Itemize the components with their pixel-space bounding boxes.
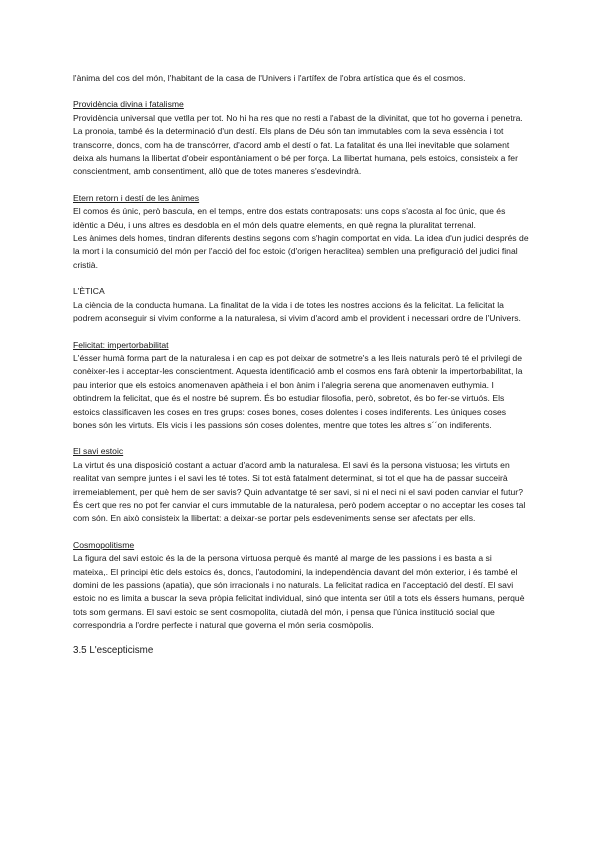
section-heading-etern-retorn: Etern retorn i destí de les ànimes xyxy=(73,192,200,203)
section-paragraph: La virtut és una disposició costant a actuar d'acord amb la naturalesa. El savi és la persona vistuosa; les virtuts en realitat van sempre juntes i el savi les té totes. Si tot està fatalment determinat, si tot el que ha de passar succeirà irremeiablement, per què hem de ser savis? Quin advantatge té ser savi, si ni el neci ni el savi poden canviar el futur? És cert que res no pot fer canviar el curs immutable de la naturalesa, però podem acceptar o no acceptar les coses tal com són. En això consisteix la llibertat: a deixar-se portar pels esdeveniments sense ser afectats per ells. xyxy=(73,459,526,524)
section-heading-providencia: Providència divina i fatalisme xyxy=(73,99,184,110)
section-paragraph: Providència universal que vetlla per tot. No hi ha res que no resti a l'abast de la divinitat, que tot ho governa i penetra. La pronoia, també és la determinació d'un destí. Els plans de Déu són tan immutables com la seva essència i tot transcorre, doncs, com ha de transcórrer, d'acord amb el destí o fat. La fatalitat és una llei inevitable que solament deixa als humans la llibertat d'obeir espontàniament o bé per força. La llibertat humana, pels estoics, consisteix a fer conscientment, amb consentiment, allò que de totes maneres s'esdevindrà. xyxy=(73,112,523,177)
intro-paragraph: l'ànima del cos del món, l'habitant de la casa de l'Univers i l'artífex de l'obra artística que és el cosmos. xyxy=(73,73,466,83)
section-paragraph: El comos és únic, però bascula, en el temps, entre dos estats contraposats: uns cops s'acosta al foc únic, que és idèntic a Déu, i uns altres es desdobla en el món dels quatre elements, en què regna la pluralitat terrenal. xyxy=(73,206,506,230)
section-heading-savi-estoic: El savi estoic xyxy=(73,446,124,457)
section-heading-felicitat: Felicitat: impertorbabilitat xyxy=(73,339,169,350)
section-paragraph: La ciència de la conducta humana. La finalitat de la vida i de totes les nostres accions és la felicitat. La felicitat la podrem aconseguir si vivim conforme a la naturalesa, si vivim d'acord amb el provident i necessari ordre de l'Univers. xyxy=(73,299,521,324)
section-heading-cosmopolitisme: Cosmopolitisme xyxy=(73,539,135,550)
section-paragraph: Les ànimes dels homes, tindran diferents destins segons com s'hagin comportat en vida. La idea d'un judici després de la mort i la consumició del món per l'acció del foc estoic (d'origen heraclitea) semblen una prefiguració del judici final cristià. xyxy=(73,233,529,270)
section-paragraph: L'ésser humà forma part de la naturalesa i en cap es pot deixar de sotmetre's a les lleis naturals però té el privilegi de conèixer-les i acceptar-les conscientment. Aquesta identificació amb el cosmos ens farà obtenir la impertorbabilitat, la pau interior que els estoics anomenaven apàtheia i el bon ànim i l'alegria serena que anomenaven euthymia. I obtindrem la felicitat, que és el nostre bé suprem. És bo estudiar filosofia, però, sobretot, és bo fer-se virtuós. Els estoics classificaven les coses en tres grups: coses bones, coses dolentes i coses indiferents. Les úniques coses bones són les virtuts. Els vicis i les passions són coses dolentes, mentre que totes les altres s´´on indiferents. xyxy=(73,352,523,430)
next-section-title: 3.5 L'escepticisme xyxy=(73,644,154,656)
section-heading-etica: L'ÈTICA xyxy=(73,286,105,297)
document-page xyxy=(73,72,529,658)
section-paragraph: La figura del savi estoic és la de la persona virtuosa perquè és manté al marge de les passions i es basta a si mateixa,. El principi ètic dels estoics és, doncs, l'autodomini, la independència davant del món exterior, i és també el domini de les passions (apatia), que són irracionals i no naturals. La felicitat radica en l'acceptació del destí. El savi estoic no es limita a buscar la seva pròpia felicitat individual, sinó que intenta ser útil a tots els éssers humans, perquè tots som germans. El savi estoic se sent cosmopolita, ciutadà del món, i pensa que l'única institució social que correspondria a l'ordre perfecte i natural que governa el món seria cosmòpolis. xyxy=(73,553,525,631)
